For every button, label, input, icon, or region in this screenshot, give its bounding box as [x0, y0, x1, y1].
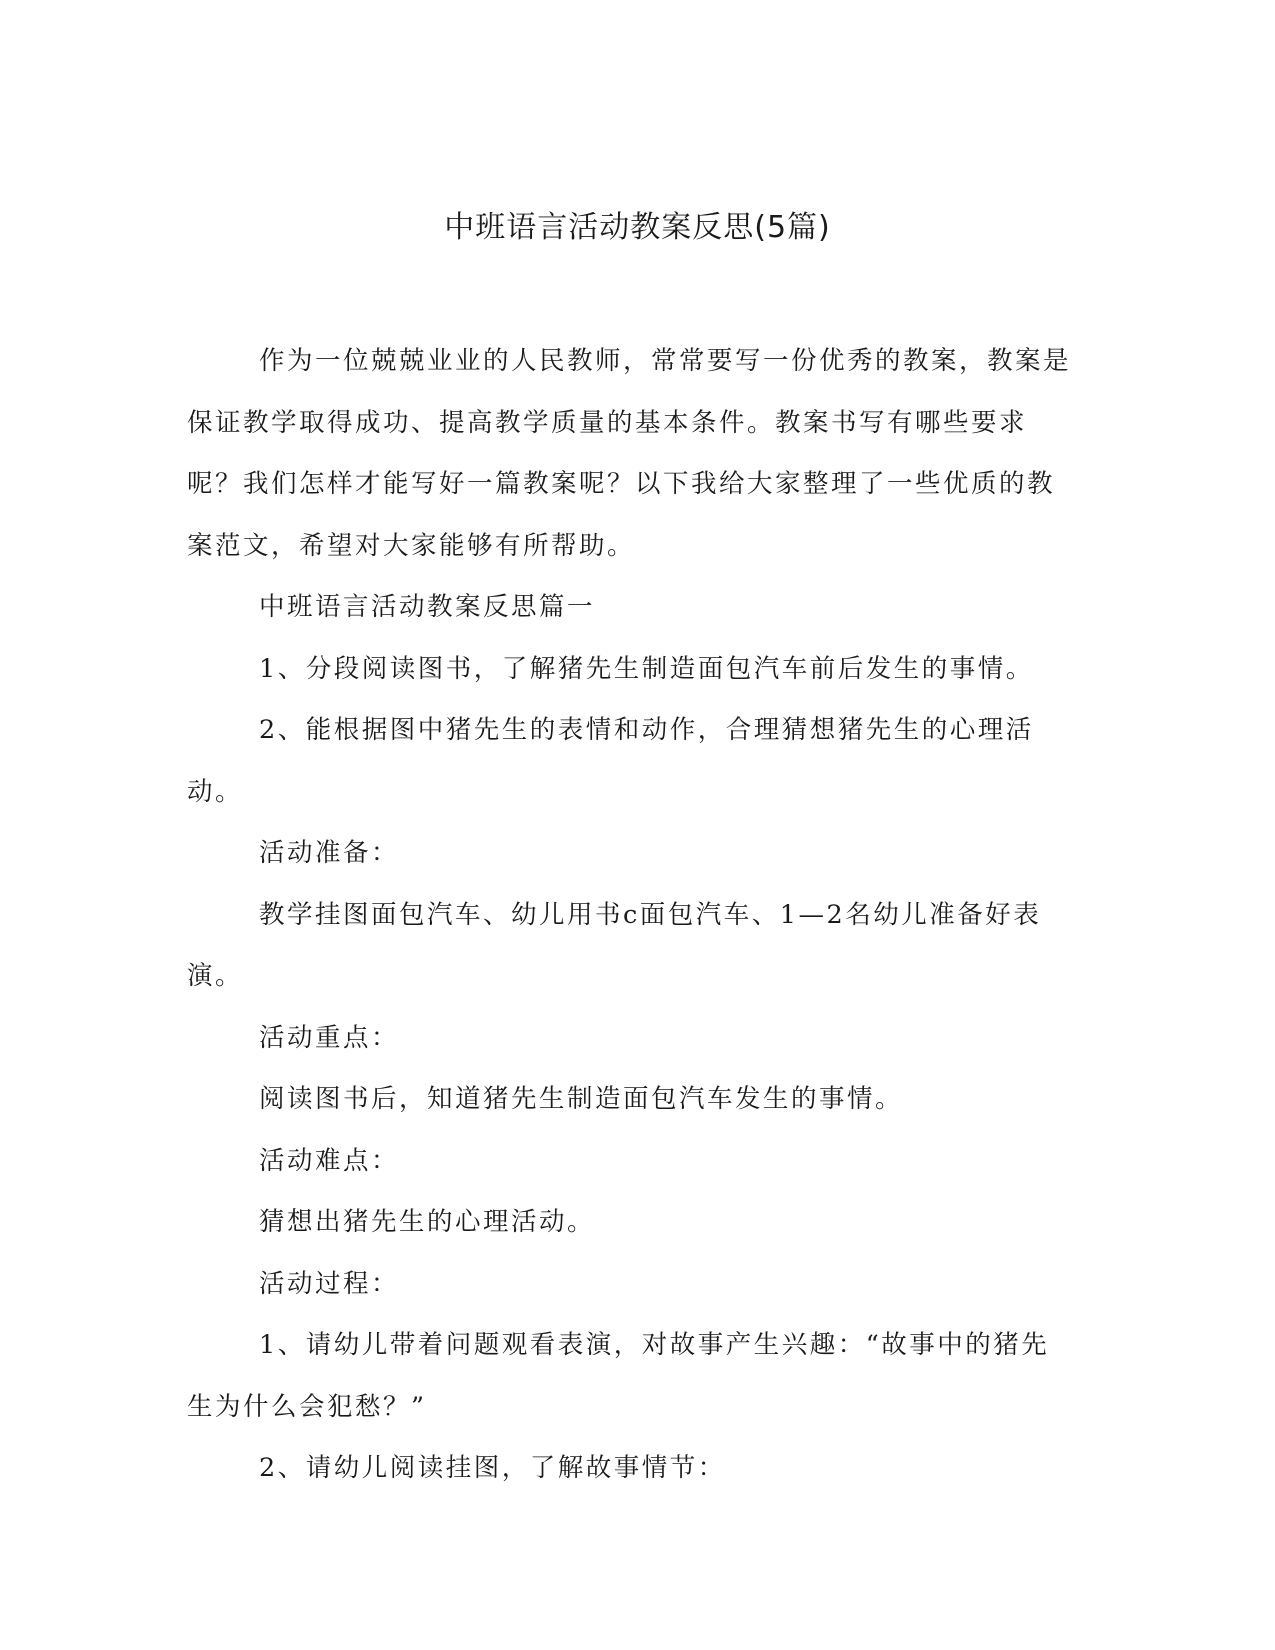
section-heading: 中班语言活动教案反思篇一	[259, 592, 596, 622]
key-point-label: 活动重点：	[259, 1022, 400, 1053]
process-label: 活动过程：	[259, 1268, 400, 1299]
preparation-text: 教学挂图面包汽车、幼儿用书c面包汽车、1—2名幼儿准备好表演。	[187, 899, 1042, 991]
goal-item-1: 1、分段阅读图书，了解猪先生制造面包汽车前后发生的事情。	[259, 653, 1034, 684]
document-title: 中班语言活动教案反思(5篇)	[444, 210, 831, 245]
document-body	[187, 331, 1077, 1500]
process-step-2: 2、请幼儿阅读挂图，了解故事情节：	[259, 1453, 726, 1483]
goal-item-2: 2、能根据图中猪先生的表情和动作，合理猜想猪先生的心理活动。	[187, 715, 1034, 807]
difficulty-text: 猜想出猪先生的心理活动。	[259, 1207, 596, 1237]
preparation-label: 活动准备：	[259, 838, 400, 868]
process-step-1: 1、请幼儿带着问题观看表演，对故事产生兴趣：“故事中的猪先生为什么会犯愁？”	[187, 1330, 1050, 1422]
intro-paragraph: 作为一位兢兢业业的人民教师，常常要写一份优秀的教案，教案是保证教学取得成功、提高教学质量的基本条件。教案书写有哪些要求呢？我们怎样才能写好一篇教案呢？以下我给大家整理了一些优质的教案范文，希望对大家能够有所帮助。	[187, 346, 1072, 561]
difficulty-label: 活动难点：	[259, 1145, 400, 1176]
key-point-text: 阅读图书后，知道猪先生制造面包汽车发生的事情。	[259, 1084, 904, 1114]
